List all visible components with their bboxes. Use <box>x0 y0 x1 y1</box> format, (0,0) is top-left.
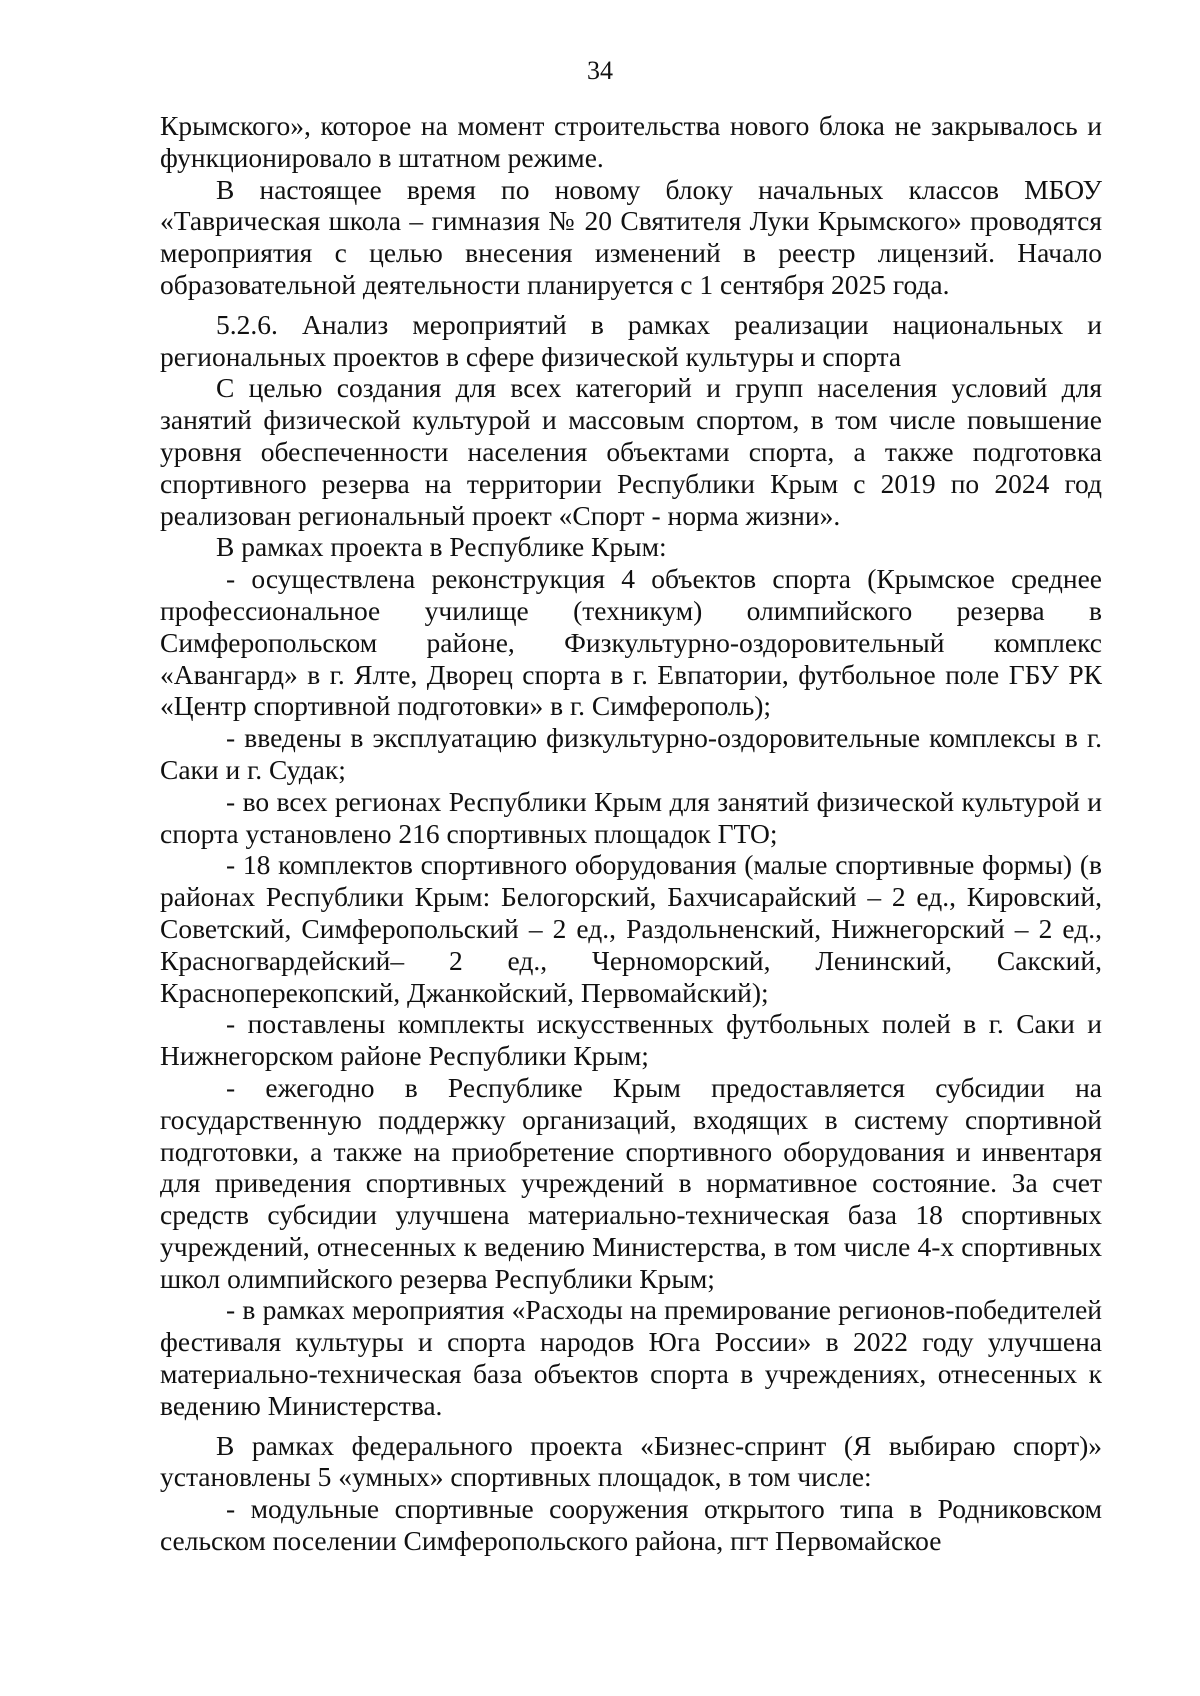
paragraph-license-status: В настоящее время по новому блоку начальных классов МБОУ «Таврическая школа – гимназия № 20 Святителя Луки Крымского» проводятся мероприятия с целью внесения изменений в реестр лицензий. Начало образовательной деятельности планируется с 1 сентября 2025 года. <box>160 173 1102 300</box>
paragraph-continuation: Крымского», которое на момент строительства нового блока не закрывалось и функционировало в штатном режиме. <box>160 110 1102 173</box>
paragraph-business-sprint: В рамках федерального проекта «Бизнес-спринт (Я выбираю спорт)» установлены 5 «умных» спортивных площадок, в том числе: <box>160 1429 1102 1493</box>
list-item: - модульные спортивные сооружения открытого типа в Родниковском сельском поселении Симферопольского района, пгт Первомайское <box>160 1493 1102 1557</box>
page-number: 34 <box>587 56 613 85</box>
list-item: - поставлены комплекты искусственных футбольных полей в г. Саки и Нижнегорском районе Республики Крым; <box>160 1008 1102 1072</box>
list-item: - во всех регионах Республики Крым для занятий физической культурой и спорта установлено 216 спортивных площадок ГТО; <box>160 785 1102 849</box>
document-body <box>160 110 1102 1557</box>
list-item: - ежегодно в Республике Крым предоставляется субсидии на государственную поддержку организаций, входящих в систему спортивной подготовки, а также на приобретение спортивного оборудования и инвентаря для приведения спортивных учреждений в нормативное состояние. За счет средств субсидии улучшена материально-техническая база 18 спортивных учреждений, отнесенных к ведению Министерства, в том числе 4-х спортивных школ олимпийского резерва Республики Крым; <box>160 1071 1102 1294</box>
paragraph-regional-project: С целью создания для всех категорий и групп населения условий для занятий физической культурой и массовым спортом, в том числе повышение уровня обеспеченности населения объектами спорта, а также подготовка спортивного резерва на территории Республики Крым с 2019 по 2024 год реализован региональный проект «Спорт - норма жизни». <box>160 372 1102 531</box>
list-item: - в рамках мероприятия «Расходы на премирование регионов-победителей фестиваля культуры и спорта народов Юга России» в 2022 году улучшена материально-техническая база объектов спорта в учреждениях, отнесенных к ведению Министерства. <box>160 1294 1102 1421</box>
paragraph-project-intro: В рамках проекта в Республике Крым: <box>216 531 667 563</box>
list-item: - введены в эксплуатацию физкультурно-оздоровительные комплексы в г. Саки и г. Судак; <box>160 722 1102 785</box>
section-heading-5-2-6: 5.2.6. Анализ мероприятий в рамках реализации национальных и региональных проектов в сфере физической культуры и спорта <box>160 308 1102 372</box>
list-item: - осуществлена реконструкция 4 объектов спорта (Крымское среднее профессиональное училище (техникум) олимпийского резерва в Симферопольском районе, Физкультурно-оздоровительный комплекс «Авангард» в г. Ялте, Дворец спорта в г. Евпатории, футбольное поле ГБУ РК «Центр спортивной подготовки» в г. Симферополь); <box>160 563 1102 722</box>
list-item: - 18 комплектов спортивного оборудования (малые спортивные формы) (в районах Республики Крым: Белогорский, Бахчисарайский – 2 ед., Кировский, Советский, Симферопольский – 2 ед., Раздольненский, Нижнегорский – 2 ед., Красногвардейский– 2 ед., Черноморский, Ленинский, Сакский, Красноперекопский, Джанкойский, Первомайский); <box>160 849 1102 1008</box>
